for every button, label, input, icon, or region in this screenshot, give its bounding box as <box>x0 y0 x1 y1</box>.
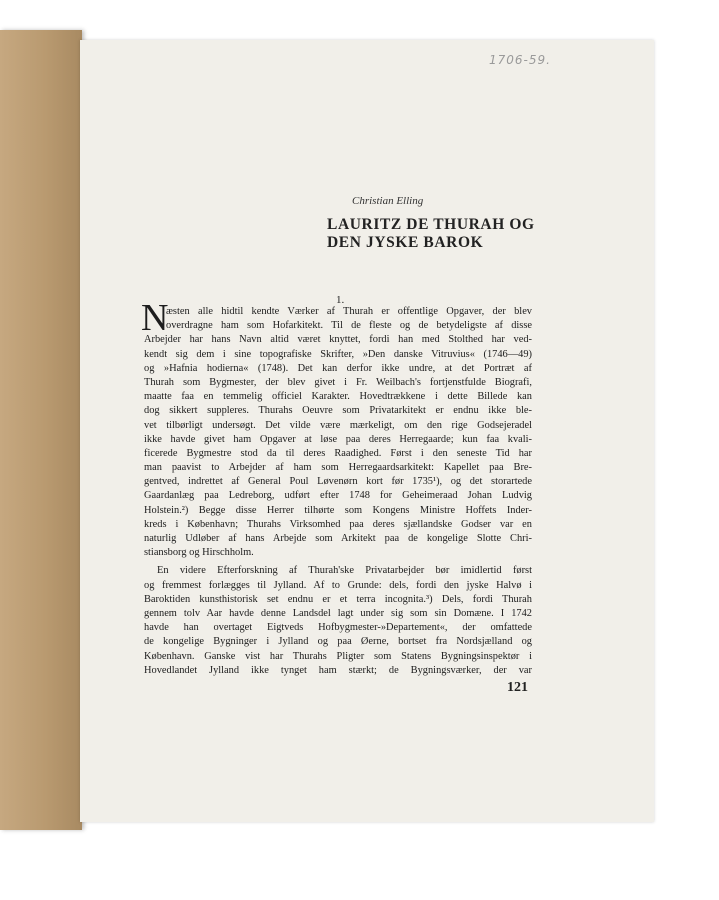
title-line-1: LAURITZ DE THURAH OG <box>327 216 535 233</box>
title-line-2: DEN JYSKE BAROK <box>327 234 484 251</box>
paragraph1-line: ikke havde givet ham Opgaver at løse paa deres Herregaarde; kun faa kvali- <box>144 433 532 445</box>
paragraph1-line: Holstein.²) Begge disse Herrer tilhørte som Kongens Ministre Hoffets Inder- <box>144 504 532 516</box>
paragraph-2 <box>144 564 532 678</box>
book-cover-edge <box>0 30 82 830</box>
paragraph1-line: vet tilbørligt undersøgt. Det vilde være mærkeligt, om den rige Godsejeradel <box>144 419 532 431</box>
paragraph1-line: og »Hafnia hodierna« (1748). Det kan derfor ikke undre, at det Portræt af <box>144 362 532 374</box>
paragraph1-line: kendt sig dem i sine topografiske Skrifter, »Den danske Vitruvius« (1746—49) <box>144 348 532 360</box>
pencil-annotation: 1706-59. <box>489 53 551 67</box>
paragraph2-line: Baroktiden kunsthistorisk set endnu er et terra incognita.³) Dels, fordi Thurah <box>144 593 532 605</box>
paragraph2-line: Hovedlandet Jylland ikke tynget ham stærkt; de Bygningsværker, der var <box>144 664 532 676</box>
paragraph-1-lines <box>144 305 532 560</box>
paragraph1-line: Arbejder har hans Navn altid været knyttet, fordi han med Stolthed har ved- <box>144 334 532 346</box>
paragraph1-line: dog sikkert suppleres. Thurahs Oeuvre som Privatarkitekt er endnu ikke ble- <box>144 405 532 417</box>
paragraph1-line: kreds i København; Thurahs Virksomhed paa deres sjællandske Godser var en <box>144 518 532 530</box>
body-text <box>141 297 532 678</box>
paragraph1-line: Gaardanlæg paa Ledreborg, udført efter 1748 for Geheimeraad Johan Ludvig <box>144 490 532 502</box>
drop-cap: N <box>141 297 169 339</box>
paragraph1-line: Thurah som Bygmester, der blev givet i Fr. Weilbach's fortjenstfulde Biografi, <box>144 376 532 388</box>
paragraph1-line: ficerede Bygmestre stod da til deres Raadighed. Først i den seneste Tid har <box>144 447 532 459</box>
paragraph2-line: En videre Efterforskning af Thurah'ske Privatarbejder bør imidlertid først <box>157 565 532 577</box>
paragraph1-line: overdragne ham som Hofarkitekt. Til de fleste og de betydeligste af disse <box>166 320 532 332</box>
paragraph2-line: de kongelige Bygninger i Jylland og paa Øerne, bortset fra Nordsjælland og <box>144 636 532 648</box>
paragraph1-line: maatte faa en temmelig officiel Karakter. Hovedtrækkene i dette Billede kan <box>144 391 532 403</box>
paragraph2-line: gennem tolv Aar havde denne Landsdel lagt under sig som sin Domæne. I 1742 <box>144 607 532 619</box>
section-number: 1. <box>336 294 345 306</box>
paragraph1-line: naturlig Udløber af hans Arbejde som Arkitekt paa de kongelige Slotte Chri- <box>144 533 532 544</box>
paragraph1-line: stiansborg og Hirschholm. <box>144 547 254 559</box>
paragraph1-line: æsten alle hidtil kendte Værker af Thurah er offentlige Opgaver, der blev <box>166 306 532 317</box>
paragraph-1 <box>141 297 532 560</box>
article-title <box>327 216 535 252</box>
page-number: 121 <box>507 680 528 695</box>
paragraph2-line: København. Ganske vist har Thurahs Pligter som Statens Bygningsinspektør i <box>144 650 532 662</box>
paragraph2-line: havde han overtaget Eigtveds Hofbygmester-»Departement«, der omfattede <box>144 622 532 634</box>
paragraph1-line: man paavist to Arbejder af ham som Herregaardsarkitekt: Kapellet paa Bre- <box>144 462 532 474</box>
author-name: Christian Elling <box>352 195 424 207</box>
paragraph1-line: gentved, indrettet af General Poul Løvenørn kort før 1735¹), og det storartede <box>144 476 532 488</box>
paragraph2-line: og fremmest forlægges til Jylland. Af to Grunde: dels, fordi den jyske Halvø i <box>144 579 532 591</box>
document-page <box>80 40 654 822</box>
